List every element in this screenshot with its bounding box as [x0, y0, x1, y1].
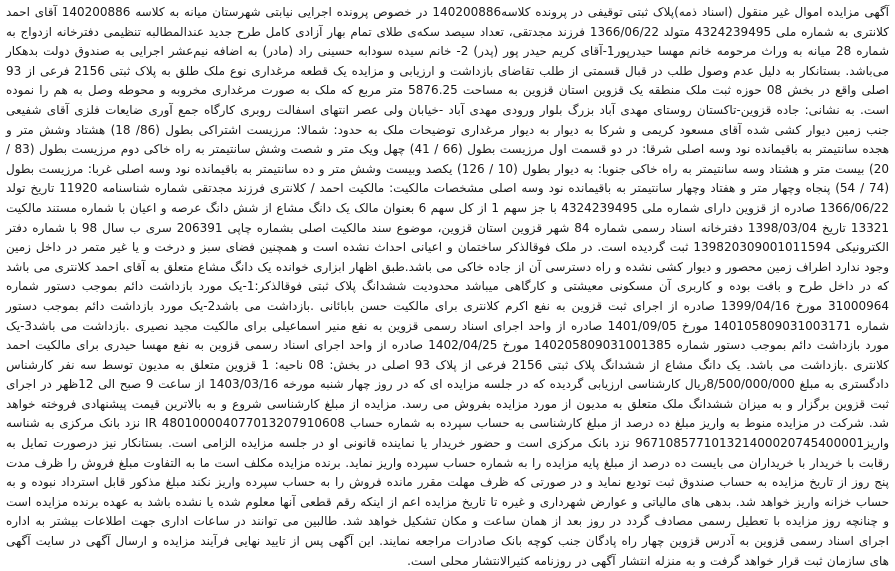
auction-notice-text: آگهی مزایده اموال غیر منقول (اسناد ذمه)پلاک ثبتی توقیفی در پرونده کلاسه140200886 در خصوص پرونده اجرایی نیابتی شهرستان میانه به کلاسه 140200886 آقای احمد کلانتری به شماره ملی 4324239495 متولد 1366/06/22 فرزند مجدتقی، تعداد سیصد سکه‌ی طلای تمام بهار آزادی کامل طرح جدید عندالمطالبه تنظیمی دفترخانه ازدواج به شماره 28 میانه به وراث مرحومه خانم مهسا حیدرپور1-آقای کریم حیدر پور (پدر) 2- خانم سیده سودابه حسینی راد (مادر) به اضافه نیم‌عشر اجرایی به صندوق دولت بدهکار می‌باشد. بستانکار به دلیل عدم وصول طلب در قبال قسمتی از طلب تقاضای بازداشت و ارزیابی و مزایده یک قطعه مرغداری نوع ملک طلق به پلاک ثبتی 2156 فرعی از 93 اصلی واقع در بخش 08 حوزه ثبت ملک منطقه یک قزوین استان قزوین به مساحت 5876.25 متر مربع که ملک به صورت مرغداری مخروبه و محوطه وصل به هم را نموده است. به نشانی: جاده قزوین-تاکستان روستای مهدی آباد بزرگ بلوار ورودی مهدی آباد -خیابان ولی عصر انتهای اسفالت روبری کارگاه جمع آوری ضایعات فلزی آقای شفیعی جنب زمین دیوار کشی شده آقای مسعود کریمی و شرکا به دیوار به دیوار مرغداری توضیحات ملک به حدود: شمالا: مرزیست اشتراکی بطول (86/ 18) هشتاد وشش متر و هجده سانتیمتر به باقیمانده نود وسه اصلی شرقا: در دو قسمت اول مرزیست بطول (66 / 41) چهل ویک متر و شصت وشش سانتیمتر به راه خاکی دوم مرزیست بطول (83 / 20) بیست متر و هشتاد وسه سانتیمتر به راه خاکی جنوبا: به دیوار بطول (10 / 126) یکصد وبیست وشش متر و ده سانتیمتر به باقیمانده نود وسه اصلی غربا: مرزیست بطول (74 / 54) پنجاه وچهار متر و هفتاد وچهار سانتیمتر به باقیمانده نود وسه اصلی مشخصات مالکیت: مالکیت احمد / کلانتری فرزند مجدتقی شماره شناسنامه 11920 تاریخ تولد 1366/06/22 صادره از قزوین دارای شماره ملی 4324239495 با جز سهم 1 از کل سهم 6 بعنوان مالک یک دانگ مشاع از شش دانگ عرصه و اعیان با شماره مستند مالکیت 13321 تاریخ 1398/03/04 دفترخانه اسناد رسمی شماره 84 شهر قزوین استان قزوین، موضوع سند مالکیت اصلی بشماره چاپی 206391 سری ب سال 98 با شماره دفتر الکترونیکی 139820309001011594 ثبت گردیده است. در ملک فوقالذکر ساختمان و اعیانی احداث نشده است و همچنین فضای سبز و درخت و یا غیر متمر در داخل زمین وجود ندارد اطراف زمین محصور و دیوار کشی نشده و راه دسترسی آن از جاده خاکی می باشد.طبق اظهار ابزاری خوانده یک دانگ مشاع متعلق به آقای احمد کلانتری می باشد که در داخل طرح و بافت بوده و کاربری آن مسکونی معیشتی و کارگاهی میباشد محدودیت ششدانگ پلاک ثبتی فوقالذکر:1-یک مورد بازداشت دائم بموجب دستور شماره 31000964 مورخ 1399/04/16 صادره از اجرای ثبت قزوین به نفع اکرم کلانتری برای مالکیت حسن بابائانی .بازداشت می باشد2-یک مورد بازداشت دائم بموجب دستور شماره 140105809031003171 مورخ 1401/09/05 صادره از واحد اجرای اسناد رسمی قزوین به نفع منیر اسماعیلی برای مالکیت مجید نصیری .بازداشت می باشد3-یک مورد بازداشت دائم بموجب دستور شماره 140205809031001385 مورخ 1402/04/25 صادره از واحد اجرای اسناد رسمی قزوین به نفع مهسا حیدری برای مالکیت احمد کلانتری .بازداشت می باشد. یک دانگ مشاع از ششدانگ پلاک ثبتی 2156 فرعی از پلاک 93 اصلی در بخش: 08 ناحیه: 1 قزوین متعلق به مدیون توسط سه نفر کارشناس دادگستری به مبلغ 8/500/000/000ریال کارشناسی ارزیابی گردیده که در جلسه مزایده ای که در روز چهار شنبه مورخه 1403/03/16 از ساعت 9 صبح الی 12ظهر در اجرای ثبت قزوین برگزار و به میزان ششدانگ ملک متعلق به مدیون از مورد مزایده بفروش می رسد. مزایده از مبلغ کارشناسی شروع و به بالاترین قیمت پیشنهادی فروخته خواهد شد. شرکت در مزایده منوط به واریز مبلغ ده درصد از مبلغ کارشناسی به حساب سپرده به شماره حساب IR 480100004077013207910608 نزد بانک مرکزی به شناسه واریز967108577101321400020745400001 نزد بانک مرکزی است و حضور خریدار یا نماینده قانونی او در جلسه مزایده الزامی است. بستانکار نیز درصورت تمایل به رقابت با خریدار با خریداران می بایست ده درصد از مبلغ پایه مزایده را به شماره حساب سپرده واریز نماید. برنده مزایده مکلف است ما به التفاوت مبلغ فروش را ظرف مدت پنج روز از تاریخ مزایده به حساب صندوق ثبت تودیع نماید و در صورتی که ظرف مهلت مقرر مانده فروش را به حساب سپرده واریز نکند مبلغ مذکور قابل استرداد نبوده و به حساب خزانه واریز خواهد شد. بدهی های مالیاتی و عوارض شهرداری و غیره تا تاریخ مزایده اعم از اینکه رقم قطعی آنها معلوم شده یا نشده باشد به عهده برنده مزایده است و چنانچه روز مزایده با تعطیل رسمی مصادف گردد در روز بعد از همان ساعت و مکان تشکیل خواهد شد. طالبین می توانند در ساعات اداری جهت اطلاعات بیشتر به اداره اجرای اسناد رسمی قزوین به آدرس قزوین چهار راه پادگان جنب کوچه بانک صادرات مراجعه نمایند. این آگهی پس از تایید نهایی فرآیند مزایده و ارسال آگهی در سایت آگهی های سازمان ثبت قرار خواهد گرفت و به منزله انتشار آگهی در روزنامه کثیرالانتشار محلی است.: [6, 5, 890, 568]
